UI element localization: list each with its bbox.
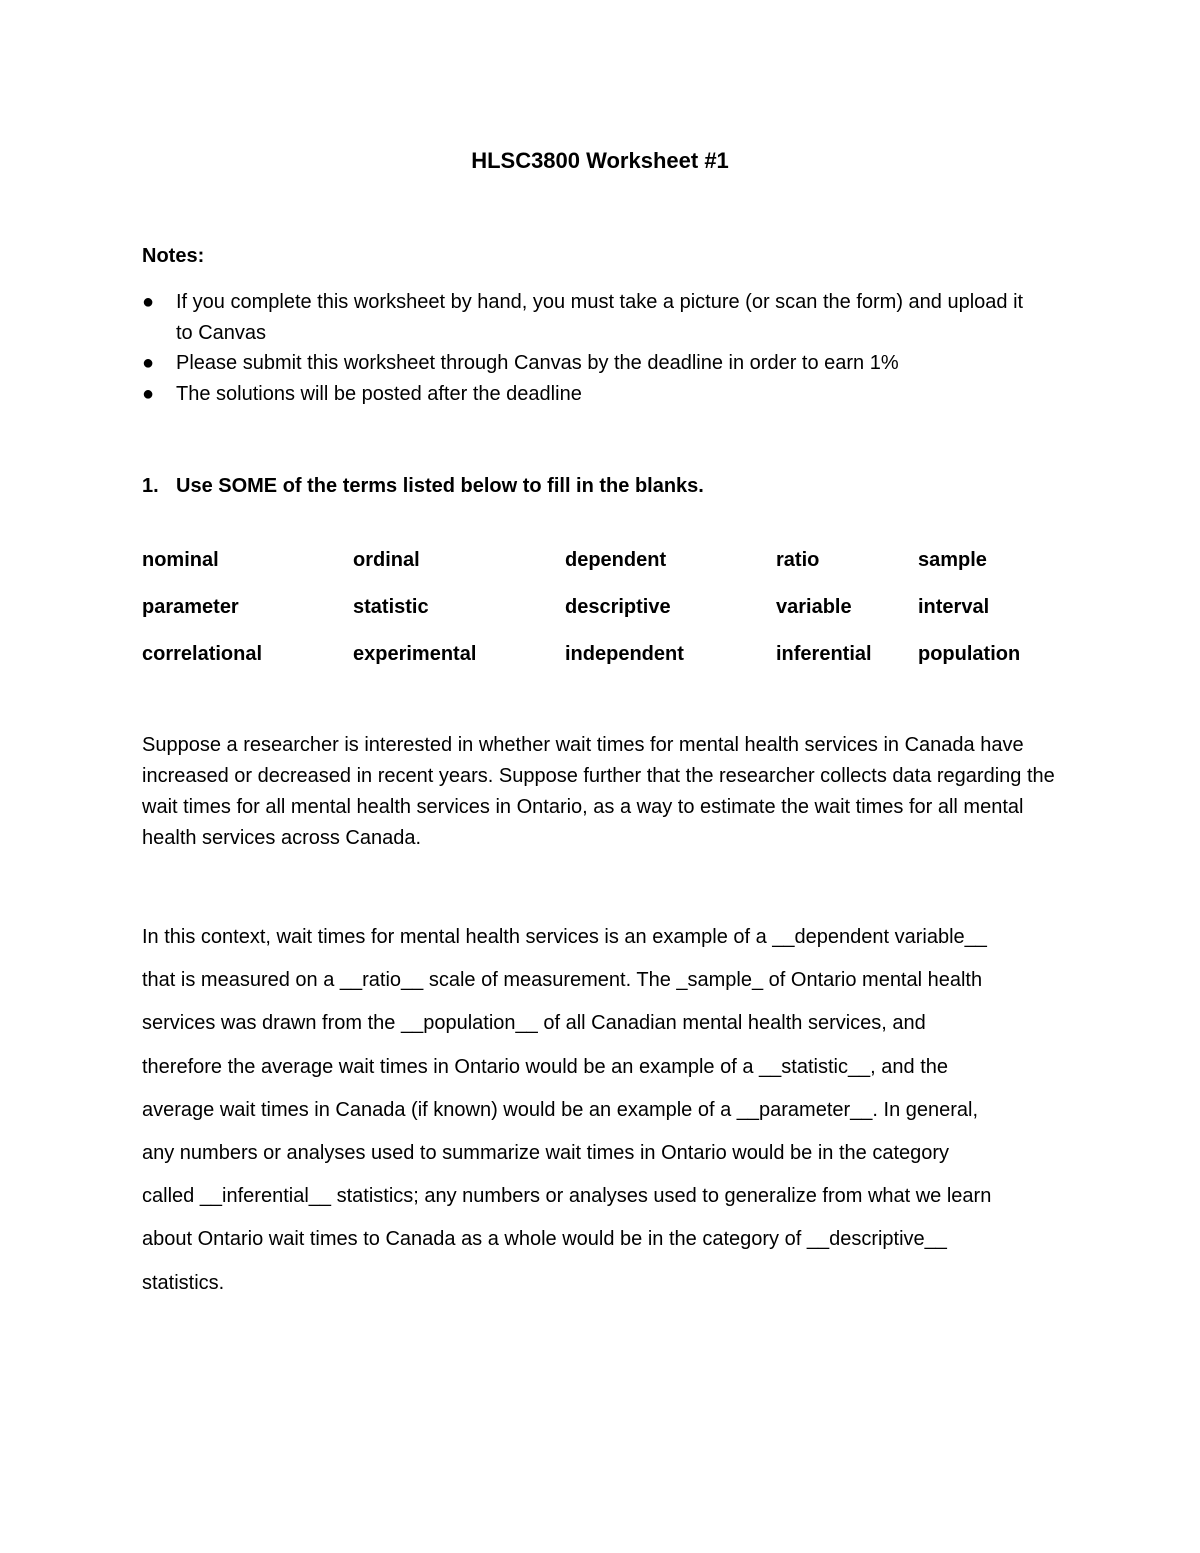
- answer-line: In this context, wait times for mental health services is an example of a __dependent variable__: [142, 926, 987, 948]
- notes-item: [142, 379, 1042, 410]
- notes-item: [142, 287, 1042, 348]
- term-row: [142, 593, 1062, 640]
- answer-line: called __inferential__ statistics; any numbers or analyses used to generalize from what we learn: [142, 1185, 992, 1208]
- answer-line: services was drawn from the __population__ of all Canadian mental health services, and: [142, 1012, 926, 1035]
- answer-line: that is measured on a __ratio__ scale of measurement. The _sample_ of Ontario mental health: [142, 969, 983, 992]
- term: sample: [918, 549, 987, 571]
- term: population: [918, 643, 1021, 665]
- bullet-icon: ●: [142, 291, 155, 313]
- question-text: Use SOME of the terms listed below to fill in the blanks.: [176, 475, 704, 497]
- answer-line: about Ontario wait times to Canada as a whole would be in the category of __descriptive__: [142, 1228, 947, 1251]
- answer-paragraph: [142, 916, 1072, 1305]
- term: variable: [776, 596, 852, 618]
- question-1-prompt: [142, 472, 704, 500]
- term: inferential: [776, 643, 872, 665]
- answer-line: statistics.: [142, 1271, 225, 1294]
- notes-item-text: The solutions will be posted after the deadline: [176, 382, 582, 405]
- term: correlational: [142, 643, 263, 665]
- answer-line: therefore the average wait times in Ontario would be an example of a __statistic__, and the: [142, 1055, 949, 1078]
- term: parameter: [142, 596, 239, 618]
- term: ratio: [776, 549, 820, 571]
- scenario-paragraph: Suppose a researcher is interested in whether wait times for mental health services in Canada have increased or decreased in recent years. Suppose further that the researcher collects data regarding the wait times for all mental health services in Ontario, as a way to estimate the wait times for all mental health services across Canada.: [142, 734, 1055, 849]
- bullet-icon: ●: [142, 352, 155, 374]
- notes-item-text: If you complete this worksheet by hand, you must take a picture (or scan the form) and upload it to Canvas: [176, 291, 1024, 344]
- term: descriptive: [565, 596, 671, 618]
- page-title: HLSC3800 Worksheet #1: [471, 148, 729, 173]
- term: dependent: [565, 549, 667, 571]
- bullet-icon: ●: [142, 382, 155, 405]
- term: statistic: [353, 596, 429, 618]
- notes-list: [142, 287, 1042, 409]
- term: independent: [565, 643, 684, 665]
- notes-item-text: Please submit this worksheet through Canvas by the deadline in order to earn 1%: [176, 352, 899, 374]
- term: nominal: [142, 549, 219, 571]
- term: ordinal: [353, 549, 420, 571]
- term-row: [142, 546, 1062, 593]
- term: interval: [918, 596, 990, 618]
- question-number: 1.: [142, 475, 159, 497]
- answer-line: any numbers or analyses used to summarize wait times in Ontario would be in the category: [142, 1142, 950, 1165]
- notes-label: Notes:: [142, 245, 205, 267]
- term-row: [142, 640, 1062, 687]
- answer-line: average wait times in Canada (if known) would be an example of a __parameter__. In general,: [142, 1098, 979, 1121]
- term-bank: [142, 546, 1062, 687]
- notes-item: [142, 348, 1042, 379]
- term: experimental: [353, 643, 477, 665]
